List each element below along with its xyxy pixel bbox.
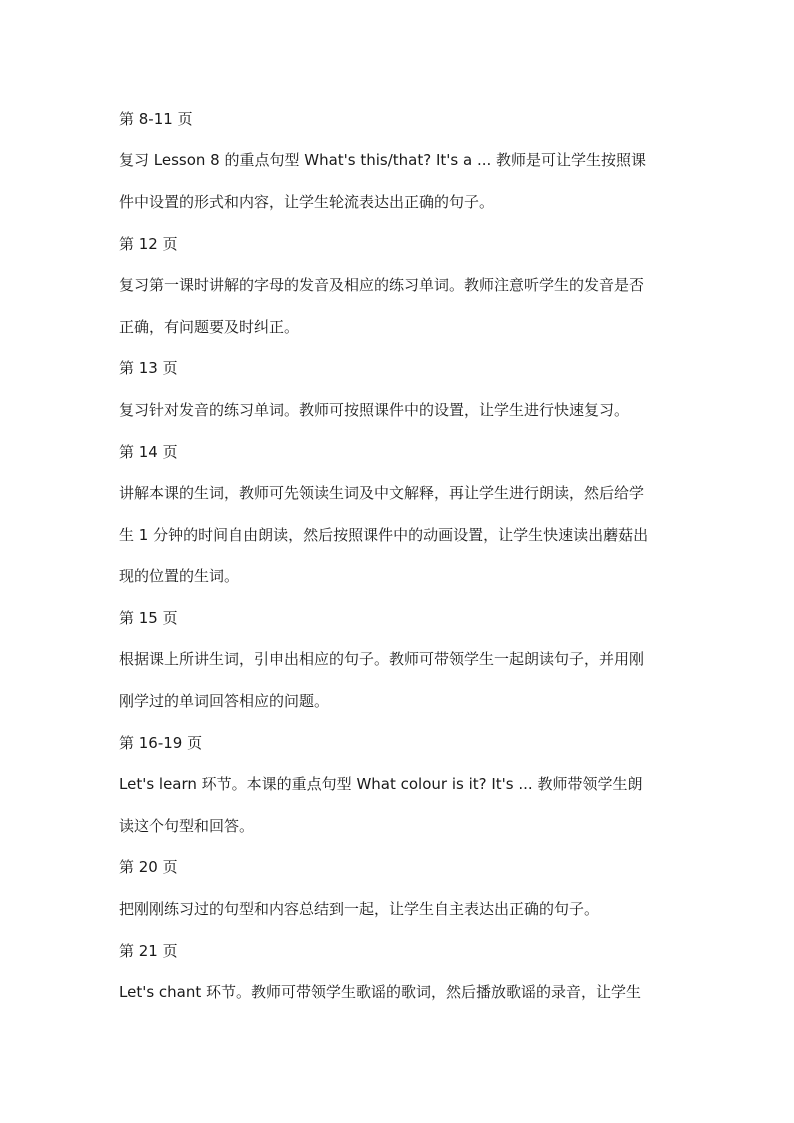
paragraph-line: 把刚刚练习过的句型和内容总结到一起，让学生自主表达出正确的句子。 — [119, 900, 600, 918]
paragraph-line: 讲解本课的生词，教师可先领读生词及中文解释，再让学生进行朗读，然后给学 — [119, 484, 645, 502]
paragraph-line: 复习第一课时讲解的字母的发音及相应的练习单词。教师注意听学生的发音是否 — [119, 276, 645, 294]
paragraph-line: 件中设置的形式和内容，让学生轮流表达出正确的句子。 — [119, 193, 495, 211]
page-heading: 第 13 页 — [119, 359, 178, 377]
page-heading: 第 20 页 — [119, 858, 178, 876]
paragraph-line: 复习针对发音的练习单词。教师可按照课件中的设置，让学生进行快速复习。 — [119, 401, 630, 419]
page-heading: 第 12 页 — [119, 235, 178, 253]
paragraph-line: 生 1 分钟的时间自由朗读，然后按照课件中的动画设置，让学生快速读出蘑菇出 — [119, 526, 649, 544]
page-heading: 第 15 页 — [119, 609, 178, 627]
paragraph-line: Let's chant 环节。教师可带领学生歌谣的歌词，然后播放歌谣的录音，让学生 — [119, 983, 642, 1001]
page-heading: 第 16-19 页 — [119, 734, 203, 752]
paragraph-line: 刚学过的单词回答相应的问题。 — [119, 692, 330, 710]
paragraph-line: 复习 Lesson 8 的重点句型 What's this/that? It's a ... 教师是可让学生按照课 — [119, 151, 647, 169]
paragraph-line: 根据课上所讲生词，引申出相应的句子。教师可带领学生一起朗读句子，并用刚 — [119, 650, 645, 668]
page-heading: 第 8-11 页 — [119, 110, 193, 128]
paragraph-line: 正确，有问题要及时纠正。 — [119, 318, 300, 336]
paragraph-line: Let's learn 环节。本课的重点句型 What colour is it? It's ... 教师带领学生朗 — [119, 775, 643, 793]
paragraph-line: 读这个句型和回答。 — [119, 817, 255, 835]
page-heading: 第 14 页 — [119, 443, 178, 461]
page-heading: 第 21 页 — [119, 942, 178, 960]
paragraph-line: 现的位置的生词。 — [119, 567, 240, 585]
